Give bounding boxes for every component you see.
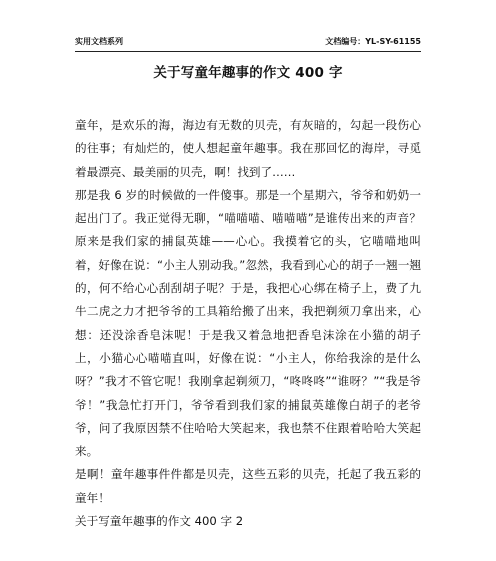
document-body bbox=[75, 114, 421, 533]
document-title: 关于写童年趣事的作文 400 字 bbox=[153, 65, 343, 81]
header-divider bbox=[75, 51, 421, 52]
paragraph-story: 那是我 6 岁的时候做的一件傻事。那是一个星期六，爷爷和奶奶一起出门了。我正觉得无聊，“喵喵喵、喵喵喵”是谁传出来的声音？原来是我们家的捕鼠英雄——心心。我摸着它的头，它喵喵地叫着，好像在说：“小主人别动我。”忽然，我看到心心的胡子一翘一翘的，何不给心心刮刮胡子呢？于是，我把心心绑在椅子上，费了九牛二虎之力才把爷爷的工具箱给搬了出来，我把剃须刀拿出来，心想：还没涂香皂沫呢！于是我又着急地把香皂沫涂在小猫的胡子上，小猫心心喵喵直叫，好像在说：“小主人，你给我涂的是什么呀？”我才不管它呢！我刚拿起剃须刀，“咚咚咚”“谁呀？”“我是爷爷！”我急忙打开门，爷爷看到我们家的捕鼠英雄像白胡子的老爷爷，问了我原因禁不住哈哈大笑起来，我也禁不住跟着哈哈大笑起来。 bbox=[75, 187, 421, 459]
header-series-label: 实用文档系列 bbox=[75, 37, 123, 46]
section-subheading: 关于写童年趣事的作文 400 字 2 bbox=[75, 514, 244, 529]
paragraph-intro: 童年，是欢乐的海，海边有无数的贝壳，有灰暗的，勾起一段伤心的往事；有灿烂的，使人想起童年趣事。我在那回忆的海岸，寻觅着最漂亮、最美丽的贝壳，啊！找到了…… bbox=[75, 118, 421, 179]
page-header bbox=[75, 36, 421, 48]
header-doc-number: 文档编号：YL-SY-61155 bbox=[325, 37, 421, 46]
paragraph-conclusion: 是啊！童年趣事件件都是贝壳，这些五彩的贝壳，托起了我五彩的童年！ bbox=[75, 467, 421, 505]
